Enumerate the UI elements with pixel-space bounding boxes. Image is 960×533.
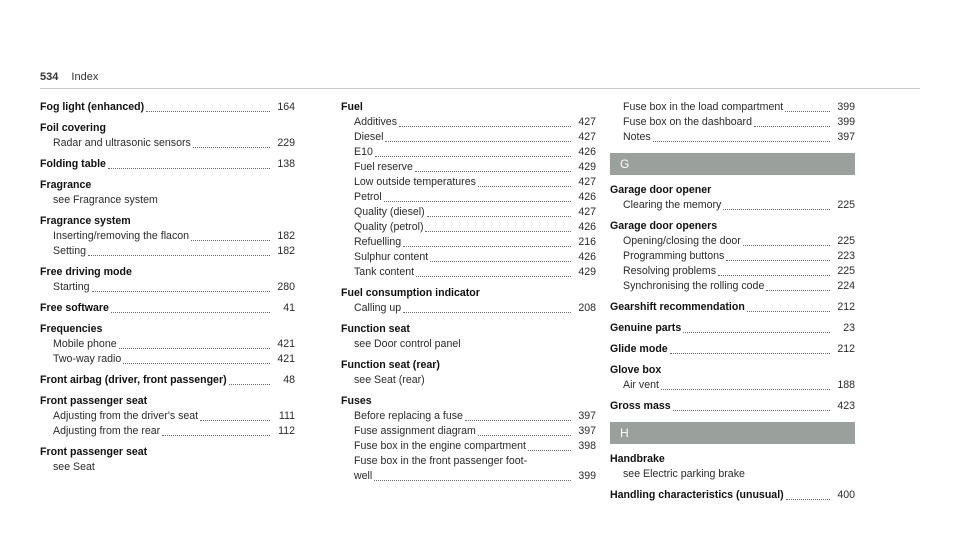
page-reference: 225 — [837, 265, 855, 277]
index-entry — [341, 100, 596, 280]
dot-leader — [108, 168, 270, 169]
page-reference: 48 — [283, 374, 295, 386]
subentry-label: Air vent — [623, 379, 659, 391]
page-reference: 223 — [837, 250, 855, 262]
dot-leader — [528, 450, 571, 451]
index-entry — [610, 488, 855, 503]
page-reference: 182 — [277, 245, 295, 257]
page-reference: 427 — [578, 176, 596, 188]
page-reference: 421 — [277, 338, 295, 350]
index-subentry[interactable] — [40, 424, 295, 439]
index-subentry[interactable] — [40, 409, 295, 424]
page-reference: 224 — [837, 280, 855, 292]
dot-leader — [193, 147, 270, 148]
index-heading — [341, 286, 596, 301]
index-heading — [341, 394, 596, 409]
page-reference: 164 — [277, 101, 295, 113]
page-reference: 41 — [283, 302, 295, 314]
dot-leader — [403, 246, 571, 247]
index-subentry[interactable] — [341, 160, 596, 175]
subentry-label: Starting — [53, 281, 90, 293]
index-heading — [610, 363, 855, 378]
dot-leader — [718, 275, 830, 276]
subentry-label: Quality (diesel) — [354, 206, 425, 218]
page-reference: 399 — [837, 116, 855, 128]
index-heading — [40, 178, 295, 193]
index-subentry[interactable] — [40, 280, 295, 295]
page-header — [40, 71, 98, 83]
index-entry — [40, 322, 295, 367]
page-reference: 397 — [578, 410, 596, 422]
page-reference: 426 — [578, 146, 596, 158]
header-divider — [40, 88, 920, 89]
index-subentry[interactable] — [610, 130, 855, 145]
dot-leader — [478, 186, 571, 187]
dot-leader — [416, 276, 571, 277]
dot-leader — [661, 389, 830, 390]
index-subentry[interactable] — [341, 235, 596, 250]
subentry-label: Adjusting from the driver's seat — [53, 410, 199, 422]
page-reference: 427 — [578, 116, 596, 128]
index-heading[interactable] — [40, 157, 295, 172]
page-reference: 397 — [837, 131, 855, 143]
dot-leader — [146, 111, 270, 112]
index-heading — [341, 100, 596, 115]
page-reference: 427 — [578, 206, 596, 218]
dot-leader — [478, 435, 571, 436]
page-reference: 188 — [837, 379, 855, 391]
heading-label: Free software — [40, 302, 109, 314]
index-column-1 — [40, 100, 295, 481]
index-subentry[interactable] — [341, 145, 596, 160]
dot-leader — [425, 231, 571, 232]
index-subentry[interactable] — [40, 229, 295, 244]
index-entry — [40, 121, 295, 151]
index-subentry[interactable] — [341, 190, 596, 205]
index-entry — [610, 321, 855, 336]
subentry-label: Two-way radio — [53, 353, 122, 365]
subentry-label: Additives — [354, 116, 397, 128]
heading-label: Front airbag (driver, front passenger) — [40, 374, 227, 386]
index-entry — [341, 394, 596, 484]
index-subentry[interactable] — [341, 175, 596, 190]
heading-label: Genuine parts — [610, 322, 682, 334]
heading-label: Function seat — [341, 323, 410, 335]
index-column-2 — [341, 100, 596, 490]
subentry-label: Adjusting from the rear — [53, 425, 161, 437]
page-reference: 229 — [277, 137, 295, 149]
page-reference: 397 — [578, 425, 596, 437]
subentry-label: Fuse box in the load compartment — [623, 101, 784, 113]
index-heading — [40, 121, 295, 136]
subentry-label: Inserting/removing the flacon — [53, 230, 190, 242]
subentry-label: Refuelling — [354, 236, 402, 248]
subentry-label: Calling up — [354, 302, 402, 314]
heading-label: Fuel consumption indicator — [341, 287, 480, 299]
subentry-label: Quality (petrol) — [354, 221, 424, 233]
page-reference: 111 — [278, 410, 295, 422]
subentry-label: Notes — [623, 131, 651, 143]
page-reference: 427 — [578, 131, 596, 143]
dot-leader — [374, 480, 571, 481]
index-subentry[interactable] — [610, 264, 855, 279]
index-heading[interactable] — [610, 488, 855, 503]
index-entry — [610, 219, 855, 294]
subentry-label: Programming buttons — [623, 250, 725, 262]
page-reference: 23 — [843, 322, 855, 334]
index-heading[interactable] — [610, 321, 855, 336]
subentry-label: Clearing the memory — [623, 199, 722, 211]
dot-leader — [200, 420, 270, 421]
index-heading — [40, 445, 295, 460]
page-reference: 400 — [837, 489, 855, 501]
index-heading — [40, 394, 295, 409]
index-entry — [40, 178, 295, 208]
dot-leader — [375, 156, 571, 157]
index-subentry[interactable] — [40, 244, 295, 259]
heading-label: Glove box — [610, 364, 662, 376]
index-subentry — [40, 460, 295, 475]
index-entry — [40, 445, 295, 475]
subentry-label: see Seat (rear) — [354, 374, 425, 386]
index-entry — [40, 265, 295, 295]
page-reference: 280 — [277, 281, 295, 293]
index-entry — [40, 157, 295, 172]
index-heading — [40, 214, 295, 229]
subentry-label: well — [354, 470, 373, 482]
heading-label: Frequencies — [40, 323, 103, 335]
heading-label: Front passenger seat — [40, 395, 148, 407]
subentry-label: Fuse box in the front passenger foot- — [354, 455, 528, 467]
index-heading — [341, 358, 596, 373]
subentry-label: Fuse box on the dashboard — [623, 116, 752, 128]
index-subentry — [341, 373, 596, 388]
dot-leader — [111, 312, 270, 313]
page-reference: 399 — [578, 470, 596, 482]
section-letter-bar: H — [610, 422, 855, 444]
page-reference: 429 — [578, 266, 596, 278]
index-subentry[interactable] — [40, 337, 295, 352]
index-heading — [610, 219, 855, 234]
subentry-label: E10 — [354, 146, 373, 158]
section-letter-bar: G — [610, 153, 855, 175]
heading-label: Gross mass — [610, 400, 671, 412]
page-reference: 138 — [277, 158, 295, 170]
page-reference: 212 — [837, 343, 855, 355]
index-subentry[interactable] — [610, 249, 855, 264]
dot-leader — [427, 216, 571, 217]
dot-leader — [726, 260, 830, 261]
heading-label: Fragrance — [40, 179, 92, 191]
index-subentry[interactable] — [341, 301, 596, 316]
index-entry — [610, 300, 855, 315]
subentry-label: Petrol — [354, 191, 382, 203]
index-heading[interactable] — [40, 301, 295, 316]
index-subentry — [40, 193, 295, 208]
index-subentry[interactable] — [610, 100, 855, 115]
index-subentry — [610, 467, 855, 482]
index-subentry-continuation[interactable] — [341, 469, 596, 484]
heading-label: Foil covering — [40, 122, 106, 134]
subentry-label: Fuel reserve — [354, 161, 413, 173]
dot-leader — [786, 499, 830, 500]
index-subentry[interactable] — [341, 265, 596, 280]
index-entry — [610, 342, 855, 357]
heading-label: Garage door openers — [610, 220, 718, 232]
dot-leader — [723, 209, 830, 210]
subentry-label: see Fragrance system — [53, 194, 158, 206]
subentry-label: Resolving problems — [623, 265, 717, 277]
index-subentry[interactable] — [40, 136, 295, 151]
page-reference: 112 — [278, 425, 295, 437]
index-heading[interactable] — [610, 399, 855, 414]
dot-leader — [119, 348, 270, 349]
subentry-label: Fuse box in the engine compartment — [354, 440, 526, 452]
index-entry — [40, 214, 295, 259]
index-entry — [610, 183, 855, 213]
page-reference: 421 — [277, 353, 295, 365]
heading-label: Handbrake — [610, 453, 665, 465]
dot-leader — [399, 126, 571, 127]
index-entry — [610, 452, 855, 482]
index-subentry[interactable] — [341, 409, 596, 424]
page-reference: 216 — [578, 236, 596, 248]
page-reference: 225 — [837, 235, 855, 247]
index-subentry[interactable] — [341, 250, 596, 265]
index-heading — [40, 265, 295, 280]
index-entry — [341, 358, 596, 388]
page-reference: 423 — [837, 400, 855, 412]
index-heading[interactable] — [610, 342, 855, 357]
subentry-label: Diesel — [354, 131, 384, 143]
page-reference: 426 — [578, 221, 596, 233]
subentry-label: Radar and ultrasonic sensors — [53, 137, 191, 149]
subentry-label: Before replacing a fuse — [354, 410, 463, 422]
heading-label: Garage door opener — [610, 184, 712, 196]
dot-leader — [465, 420, 571, 421]
page-reference: 429 — [578, 161, 596, 173]
heading-label: Fuses — [341, 395, 372, 407]
dot-leader — [653, 141, 830, 142]
index-entry — [610, 100, 855, 145]
index-subentry[interactable] — [341, 205, 596, 220]
dot-leader — [415, 171, 571, 172]
index-heading — [610, 452, 855, 467]
page-reference: 182 — [277, 230, 295, 242]
index-entry — [610, 363, 855, 393]
index-subentry — [341, 454, 596, 469]
dot-leader — [766, 290, 830, 291]
index-subentry[interactable] — [341, 220, 596, 235]
dot-leader — [754, 126, 830, 127]
heading-label: Fuel — [341, 101, 363, 113]
page-reference: 208 — [578, 302, 596, 314]
index-subentry — [341, 337, 596, 352]
heading-label: Free driving mode — [40, 266, 132, 278]
subentry-label: Sulphur content — [354, 251, 429, 263]
dot-leader — [88, 255, 270, 256]
subentry-label: Synchronising the rolling code — [623, 280, 765, 292]
dot-leader — [430, 261, 571, 262]
heading-label: Front passenger seat — [40, 446, 148, 458]
subentry-label: Opening/closing the door — [623, 235, 741, 247]
page-reference: 225 — [837, 199, 855, 211]
subentry-label: Tank content — [354, 266, 415, 278]
dot-leader — [385, 141, 571, 142]
heading-label: Folding table — [40, 158, 106, 170]
index-subentry[interactable] — [341, 130, 596, 145]
index-entry — [40, 394, 295, 439]
index-column-3 — [610, 100, 855, 509]
index-heading[interactable] — [40, 373, 295, 388]
page-reference: 426 — [578, 191, 596, 203]
index-entry — [610, 399, 855, 414]
heading-label: Glide mode — [610, 343, 668, 355]
subentry-label: see Seat — [53, 461, 95, 473]
dot-leader — [92, 291, 270, 292]
index-subentry[interactable] — [341, 424, 596, 439]
dot-leader — [162, 435, 270, 436]
index-entry — [40, 100, 295, 115]
page-title: Index — [71, 71, 99, 83]
index-entry — [40, 373, 295, 388]
index-subentry[interactable] — [341, 439, 596, 454]
subentry-label: Mobile phone — [53, 338, 117, 350]
dot-leader — [785, 111, 830, 112]
dot-leader — [743, 245, 830, 246]
subentry-label: Fuse assignment diagram — [354, 425, 476, 437]
heading-label: Fragrance system — [40, 215, 131, 227]
index-subentry[interactable] — [610, 378, 855, 393]
heading-label: Function seat (rear) — [341, 359, 440, 371]
index-entry — [341, 322, 596, 352]
heading-label: Handling characteristics (unusual) — [610, 489, 784, 501]
index-heading — [610, 183, 855, 198]
dot-leader — [191, 240, 270, 241]
index-subentry[interactable] — [610, 115, 855, 130]
dot-leader — [670, 353, 830, 354]
dot-leader — [403, 312, 571, 313]
subentry-label: see Electric parking brake — [623, 468, 745, 480]
dot-leader — [683, 332, 830, 333]
dot-leader — [123, 363, 270, 364]
index-subentry[interactable] — [341, 115, 596, 130]
index-heading — [341, 322, 596, 337]
index-entry — [40, 301, 295, 316]
page-reference: 212 — [837, 301, 855, 313]
page-number: 534 — [40, 71, 59, 83]
page-reference: 398 — [578, 440, 596, 452]
index-subentry[interactable] — [610, 279, 855, 294]
index-subentry[interactable] — [610, 198, 855, 213]
index-heading[interactable] — [610, 300, 855, 315]
subentry-label: Setting — [53, 245, 86, 257]
dot-leader — [384, 201, 571, 202]
index-subentry[interactable] — [40, 352, 295, 367]
dot-leader — [229, 384, 270, 385]
index-subentry[interactable] — [610, 234, 855, 249]
index-heading[interactable] — [40, 100, 295, 115]
page-reference: 399 — [837, 101, 855, 113]
index-entry — [341, 286, 596, 316]
dot-leader — [673, 410, 830, 411]
subentry-label: Low outside temperatures — [354, 176, 476, 188]
subentry-label: see Door control panel — [354, 338, 461, 350]
dot-leader — [747, 311, 830, 312]
page-reference: 426 — [578, 251, 596, 263]
index-heading — [40, 322, 295, 337]
heading-label: Gearshift recommendation — [610, 301, 745, 313]
heading-label: Fog light (enhanced) — [40, 101, 145, 113]
